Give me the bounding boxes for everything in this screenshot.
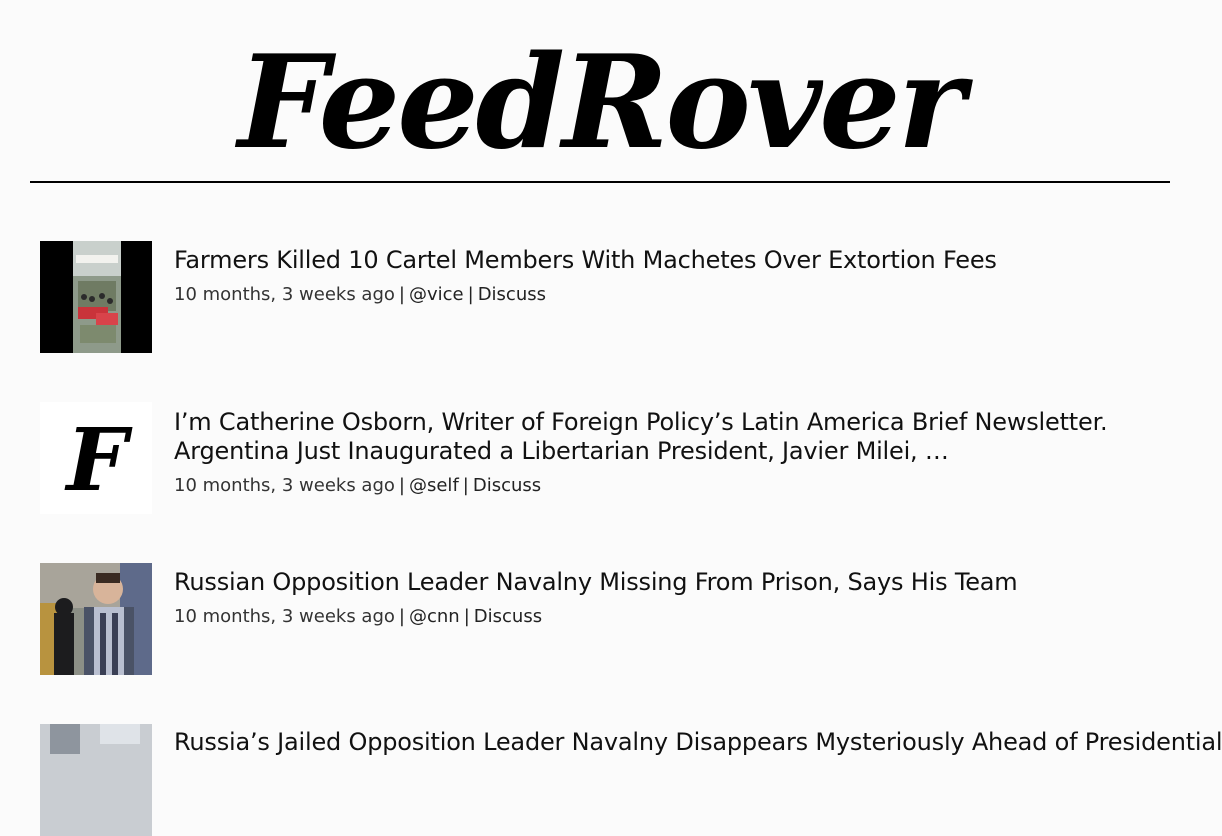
item-body xyxy=(174,246,1174,306)
item-meta xyxy=(174,606,1174,628)
thumbnail-image xyxy=(40,724,152,836)
meta-separator: | xyxy=(398,284,405,305)
meta-separator: | xyxy=(398,475,405,496)
foreign-policy-logo xyxy=(40,402,152,514)
svg-text:F: F xyxy=(66,410,128,511)
item-source-link[interactable]: @vice xyxy=(408,284,464,305)
meta-separator: | xyxy=(398,606,405,627)
thumbnail-image xyxy=(40,241,152,353)
discuss-link[interactable]: Discuss xyxy=(477,284,546,305)
item-source-link[interactable]: @self xyxy=(408,475,459,496)
thumbnail-image xyxy=(40,563,152,675)
item-thumbnail[interactable] xyxy=(40,724,152,836)
meta-separator: | xyxy=(462,475,469,496)
discuss-link[interactable]: Discuss xyxy=(473,606,543,627)
meta-separator: | xyxy=(463,606,470,627)
site-logo[interactable]: FeedRover xyxy=(237,28,963,178)
item-source-link[interactable]: @cnn xyxy=(408,606,460,627)
item-body xyxy=(174,408,1174,497)
item-body xyxy=(174,728,1222,757)
item-age: 10 months, 3 weeks ago xyxy=(174,606,395,627)
item-title-link[interactable]: Farmers Killed 10 Cartel Members With Machetes Over Extortion Fees xyxy=(174,246,997,274)
item-title-link[interactable]: Russia’s Jailed Opposition Leader Navalny Disappears Mysteriously Ahead of Presidential xyxy=(174,728,1222,756)
item-age: 10 months, 3 weeks ago xyxy=(174,475,395,496)
item-title-link[interactable]: Russian Opposition Leader Navalny Missing From Prison, Says His Team xyxy=(174,568,1018,596)
item-title-link[interactable]: I’m Catherine Osborn, Writer of Foreign Policy’s Latin America Brief Newsletter. Argentina Just Inaugurated a Libertarian President, Javier Milei, … xyxy=(174,408,1108,465)
meta-separator: | xyxy=(467,284,474,305)
item-thumbnail[interactable] xyxy=(40,402,152,514)
item-thumbnail[interactable] xyxy=(40,241,152,353)
item-age: 10 months, 3 weeks ago xyxy=(174,284,395,305)
item-meta xyxy=(174,284,1174,306)
item-body xyxy=(174,568,1174,628)
item-thumbnail[interactable] xyxy=(40,563,152,675)
item-meta xyxy=(174,475,1174,497)
discuss-link[interactable]: Discuss xyxy=(472,475,542,496)
